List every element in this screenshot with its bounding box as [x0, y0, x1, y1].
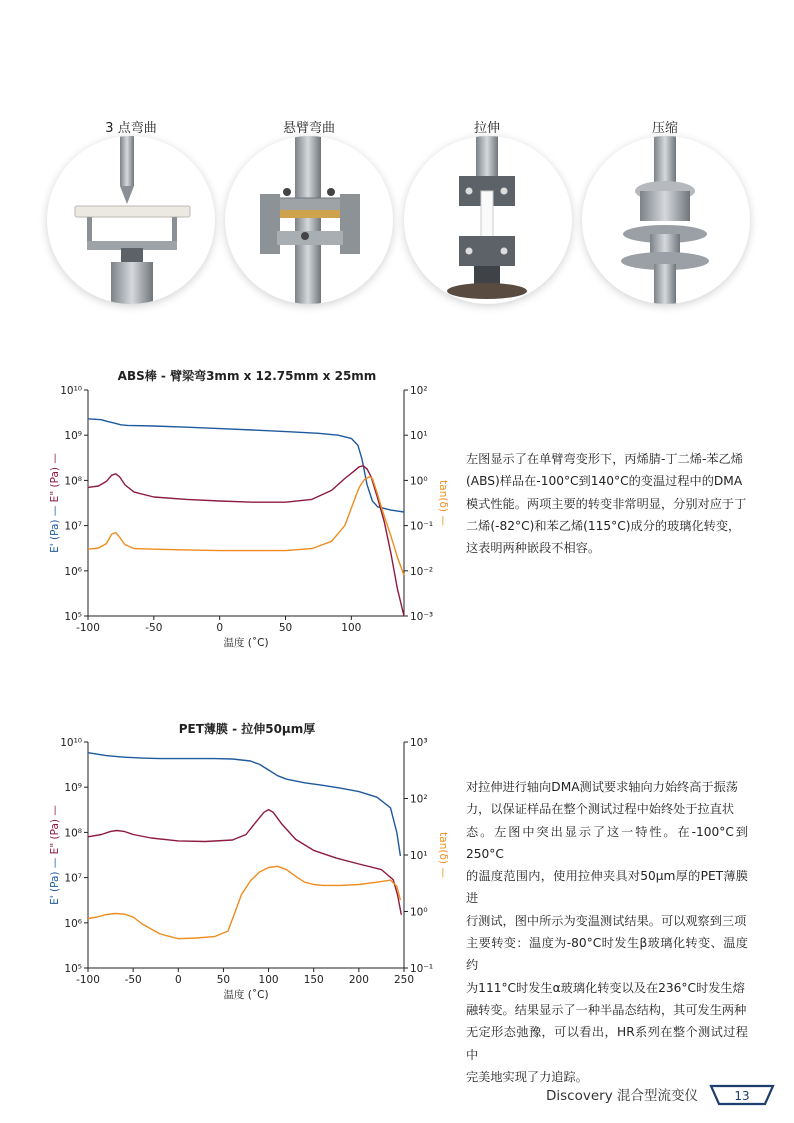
x-tick-label: 0 — [174, 974, 182, 986]
y-right-tick-label: 10² — [410, 385, 428, 397]
x-tick-label: 0 — [216, 622, 224, 634]
y-left-tick-label: 10⁶ — [64, 565, 82, 578]
pet-description-line: 主要转变：温度为-80°C时发生β玻璃化转变、温度约 — [466, 936, 748, 973]
chart-pet — [0, 732, 460, 1016]
y-right-tick-label: 10⁻³ — [410, 611, 434, 623]
loss-modulus-label: E" (Pa) — — [49, 453, 61, 503]
y-axis-right-label: tan(δ) — — [437, 832, 449, 878]
y-left-tick-label: 10⁵ — [64, 963, 82, 975]
x-axis-label: 温度 (˚C) — [223, 989, 269, 1001]
series-line — [88, 810, 401, 915]
x-tick-label: 100 — [258, 974, 279, 986]
footer-product-name: Discovery 混合型流变仪 — [546, 1088, 698, 1104]
y-left-tick-label: 10⁸ — [64, 475, 82, 488]
storage-modulus-label: E' (Pa) — — [49, 854, 61, 905]
pet-description-line: 态。左图中突出显示了这一特性。在-100°C到250°C — [466, 824, 748, 861]
abs-description-line: (ABS)样品在-100°C到140°C的变温过程中的DMA — [466, 474, 743, 489]
fixture-title-tension: 拉伸 — [473, 121, 500, 136]
pet-description-line: 的温度范围内，使用拉伸夹具对50μm厚的PET薄膜进 — [466, 869, 748, 906]
pet-description-line: 对拉伸进行轴向DMA测试要求轴向力始终高于振荡 — [466, 780, 738, 794]
series-line — [88, 419, 404, 512]
fixture-title-three-point: 3 点弯曲 — [105, 121, 157, 136]
pet-description-line: 融转变。结果显示了一种半晶态结构，其可发生两种 — [466, 1002, 747, 1017]
y-right-tick-label: 10³ — [410, 737, 428, 749]
y-left-tick-label: 10⁵ — [64, 611, 82, 623]
y-left-tick-label: 10⁷ — [64, 872, 82, 885]
x-tick-label: 150 — [303, 974, 324, 986]
storage-modulus-label: E' (Pa) — — [49, 502, 61, 553]
pet-description — [466, 776, 748, 1088]
abs-description-line: 二烯(-82°C)和苯乙烯(115°C)成分的玻璃化转变， — [466, 518, 741, 533]
chart-title-pet: PET薄膜 - 拉伸50μm厚 — [178, 722, 316, 736]
series-line — [88, 753, 400, 856]
cantilever-bending-clamp-icon — [225, 136, 393, 304]
abs-description — [466, 448, 748, 559]
y-left-tick-label: 10⁶ — [64, 917, 82, 930]
y-right-tick-label: 10⁰ — [410, 475, 428, 488]
x-tick-label: 250 — [393, 974, 415, 986]
y-left-tick-label: 10⁸ — [64, 827, 82, 840]
chart-abs — [0, 380, 460, 664]
page-number-badge — [708, 1083, 776, 1111]
series-line — [88, 477, 404, 575]
x-tick-label: 50 — [278, 622, 293, 634]
x-tick-label: -100 — [76, 974, 100, 986]
y-left-tick-label: 10⁹ — [64, 430, 82, 443]
pet-description-line: 为111°C时发生α玻璃化转变以及在236°C时发生熔 — [466, 980, 745, 995]
x-tick-label: 200 — [348, 974, 369, 986]
y-right-tick-label: 10⁻² — [410, 565, 434, 578]
y-right-tick-label: 10¹ — [410, 430, 428, 443]
y-axis-left-label — [49, 805, 61, 905]
loss-modulus-label: E" (Pa) — — [49, 805, 61, 855]
pet-description-line: 完美地实现了力追踪。 — [466, 1069, 588, 1084]
fixture-title-cantilever: 悬臂弯曲 — [282, 121, 335, 136]
x-tick-label: 100 — [341, 622, 362, 634]
y-right-tick-label: 10⁰ — [410, 906, 428, 919]
y-axis-right-label: tan(δ) — — [437, 480, 449, 526]
abs-description-line: 左图显示了在单臂弯变形下，丙烯腈-丁二烯-苯乙烯 — [466, 452, 743, 466]
chart-abs-svg — [0, 380, 460, 660]
abs-description-line: 这表明两种嵌段不相容。 — [466, 541, 601, 556]
y-right-tick-label: 10⁻¹ — [410, 963, 434, 975]
x-axis-label: 温度 (˚C) — [223, 637, 269, 649]
chart-title-abs: ABS棒 - 臂梁弯3mm x 12.75mm x 25mm — [117, 369, 377, 383]
y-right-tick-label: 10¹ — [410, 850, 428, 862]
fixture-title-compression: 压缩 — [651, 121, 678, 136]
pet-description-line: 无定形态弛豫，可以看出，HR系列在整个测试过程中 — [466, 1025, 748, 1062]
abs-description-line: 模式性能。两项主要的转变非常明显，分别对应于丁 — [466, 496, 747, 511]
y-left-tick-label: 10⁹ — [64, 782, 82, 795]
x-tick-label: -100 — [76, 622, 100, 634]
tension-clamp-icon — [404, 136, 572, 304]
x-tick-label: 50 — [216, 974, 231, 986]
three-point-bending-clamp-icon — [47, 136, 215, 304]
pet-description-line: 行测试，图中所示为变温测试结果。可以观察到三项 — [466, 913, 747, 928]
pet-description-line: 力，以保证样品在整个测试过程中始终处于拉直状 — [466, 802, 735, 817]
y-right-tick-label: 10² — [410, 793, 428, 806]
chart-pet-svg — [0, 732, 460, 1012]
y-right-tick-label: 10⁻¹ — [410, 520, 434, 533]
y-left-tick-label: 10⁷ — [64, 520, 82, 533]
series-line — [88, 466, 404, 616]
page-badge-shape — [708, 1083, 776, 1107]
x-tick-label: -50 — [145, 622, 163, 634]
y-left-tick-label: 10¹⁰ — [60, 385, 82, 397]
y-axis-left-label — [49, 453, 61, 553]
x-tick-label: -50 — [124, 974, 142, 986]
series-line — [88, 866, 400, 938]
y-left-tick-label: 10¹⁰ — [60, 737, 82, 749]
compression-clamp-icon — [582, 136, 750, 304]
page-number: 13 — [734, 1089, 750, 1103]
